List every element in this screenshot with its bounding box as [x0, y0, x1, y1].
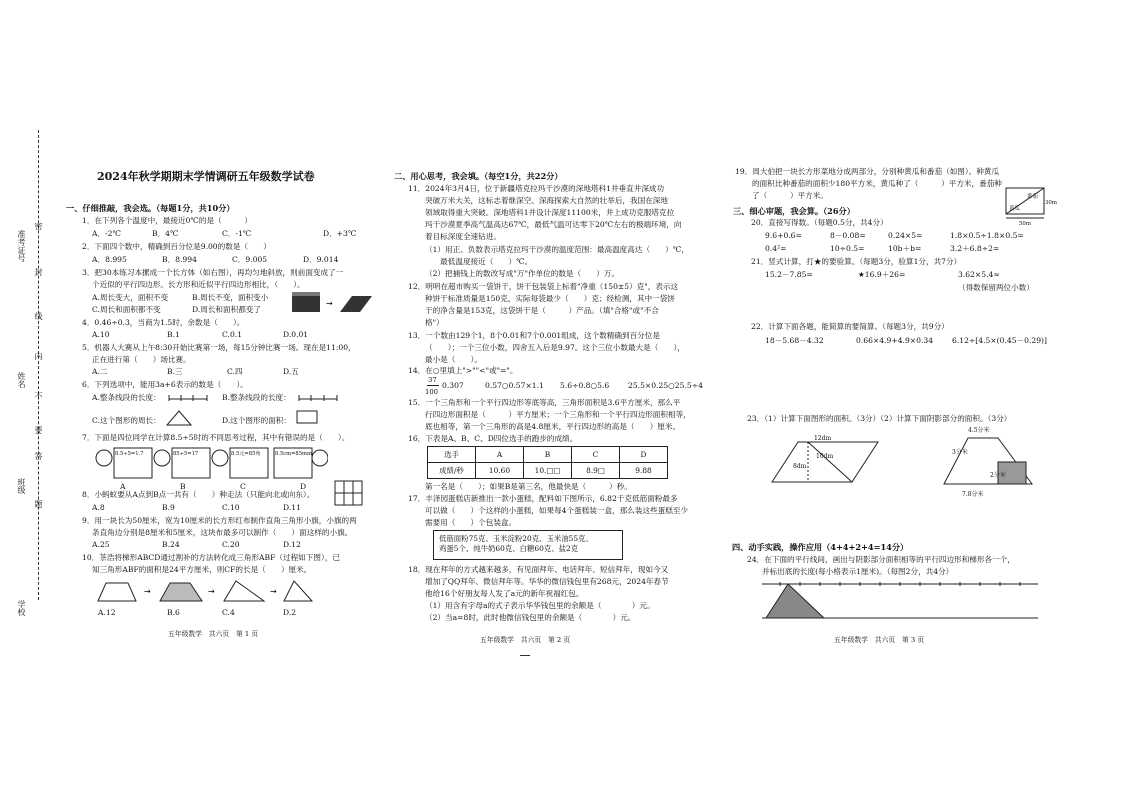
q20-r1-c1: 9.6+0.6=: [765, 231, 802, 240]
q5-stem-1: 5．机器人大赛从上午8:30开始比赛第一场，每15分钟比赛一场。现在是11:00，: [82, 343, 356, 352]
q1-stem: 1．在下列各个温度中，最接近0℃的是（ ）: [82, 216, 253, 225]
q17-line: 需要用（ ）个包装盒。: [425, 518, 517, 527]
q7-label-a: A: [120, 482, 126, 491]
q3-opt-b: B.周长不变，面积变小: [192, 293, 269, 302]
q10-stem-2: 知三角形ABF的面积是24平方厘米，则CF的长是（ ）厘米。: [92, 565, 312, 574]
q19-fig-tomato: 番茄: [1027, 194, 1038, 200]
q5-opt-d: D.五: [283, 367, 299, 376]
q20-r1-c3: 0.24×5=: [888, 231, 923, 240]
svg-text:→: →: [208, 587, 215, 596]
q5-opt-b: B.三: [167, 367, 183, 376]
q23-fig1-side: 10dm: [816, 453, 834, 460]
q23-fig1-top: 12dm: [814, 435, 832, 442]
q11-line: 玛干沙漠夏季高气温高达67℃，最低气温可达零下20℃左右的极端环境，向: [425, 220, 682, 229]
q23-fig2-bottom: 7.8分米: [962, 491, 984, 498]
field-exam-number: 准考证号: [17, 230, 26, 262]
q1-opt-c: C．-1℃: [222, 229, 252, 238]
q4-opt-a: A.10: [92, 330, 110, 339]
table-cell: 成绩/秒: [428, 463, 476, 479]
q18-line: 他给16个好朋友每人发了a元的新年祝福红包。: [425, 589, 584, 598]
q3-opt-a: A.周长变大，面积不变: [92, 293, 169, 302]
q7-calc-d: 8.5cm=85mm: [275, 451, 312, 457]
q12-line: 12．明明在超市购买一袋饼干，饼干包装袋上标着"净重（150±5）克"，表示这: [408, 282, 679, 291]
q20-r2-c2: 10÷0.5=: [830, 244, 865, 253]
q21-item-3: 3.62×5.4≈: [958, 270, 1000, 279]
q5-stem-2: 正在进行第（ ）场比赛。: [92, 355, 191, 364]
q7-stem: 7．下面是四位同学在计算8.5÷5时的不同思考过程，其中有错误的是（ ）。: [82, 433, 350, 442]
q21-item-2: ★16.9＋26=: [858, 270, 906, 279]
q12-line: 种饼干标准质量是150克，实际每袋最少（ ）克；经检测，其中一袋饼: [425, 294, 675, 303]
q2-opt-c: C．9.005: [232, 255, 268, 264]
q6-segment-b-figure: [298, 390, 338, 402]
q6-opt-c: C.这个图形的周长：: [92, 416, 161, 425]
q19-fig-height: 30m: [1045, 200, 1057, 206]
q11-line: 突破万米大关，这标志着继深空、深海探索大自然的壮举后，我国在深地: [425, 196, 668, 205]
q4-opt-c: C.0.1: [222, 330, 243, 339]
q3-opt-c: C.周长和面积都不变: [92, 305, 161, 314]
q3-stem-2: 个近似的平行四边形。长方形和近似平行四边形相比，（ ）。: [92, 280, 305, 289]
svg-text:→: →: [144, 587, 151, 596]
q4-opt-b: B.1: [167, 330, 180, 339]
q19-line: 的面积比种番茄的面积少180平方米，黄瓜种了（ ）平方米，番茄种: [752, 179, 1002, 188]
exam-title: 2024年秋学期期末学情调研五年级数学试卷: [97, 170, 315, 183]
q11-sub1-cont: 最低温度接近（ ）℃。: [425, 257, 533, 266]
q14-fraction-numerator: 37: [428, 376, 437, 384]
q6-opt-d: D.这个图形的面积：: [222, 416, 291, 425]
q18-line: 18．现在拜年的方式越来越多，有见面拜年、电话拜年、短信拜年，现如今又: [408, 565, 669, 574]
q14-item-2: 0.57○0.57×1.1: [485, 381, 544, 390]
q20-r2-c4: 3.2＋6.8÷2=: [950, 244, 1000, 253]
field-class: 班级: [17, 478, 26, 494]
q14-stem: 14．在○里填上">""<"或"="。: [408, 366, 518, 375]
q15-line: 行四边形面积是（ ）平方厘米；一个三角形和一个平行四边形面积相等，: [425, 410, 691, 419]
binding-word: 封: [34, 268, 43, 276]
q11-line: 11．2024年3月4日，位于新疆塔克拉玛干沙漠的深地塔科1井垂直井深成功: [408, 184, 665, 193]
section-2-title: 二、用心思考，我会填。（每空1分，共22分）: [394, 171, 563, 181]
page-1-footer: 五年级数学 共六页 第 1 页: [168, 630, 259, 638]
q23-fig2-left: 3分米: [952, 449, 968, 456]
q4-opt-d: D.0.01: [283, 330, 309, 339]
binding-word: 不: [34, 392, 43, 400]
q23-fig2-top: 4.5分米: [968, 427, 990, 434]
page-2-footer: 五年级数学 共六页 第 2 页: [480, 636, 571, 644]
table-cell: 8.9□: [572, 463, 620, 479]
q14-item-3: 5.6÷0.8○5.6: [560, 381, 610, 390]
q6-opt-a: A.整条线段的长度：: [92, 393, 161, 402]
q8-opt-a: A.8: [92, 503, 105, 512]
q10-opt-c: C.4: [222, 608, 235, 617]
q20-r1-c4: 1.8×0.5÷1.8×0.5=: [950, 231, 1024, 240]
q5-opt-a: A.二: [92, 367, 108, 376]
q23-stem: 23．（1）计算下面图形的面积。（3分）（2）计算下面阴影部分的面积。（3分）: [747, 414, 1012, 423]
q9-opt-a: A.25: [92, 540, 110, 549]
q10-trapezoid-figure: [94, 577, 316, 605]
q12-line: 干的净含量是153克，这袋饼干是（ ）产品。（填"合格"或"不合: [425, 306, 659, 315]
q10-stem-1: 10．茶浩将梯形ABCD通过割补的方法转化成三角形ABF（过程如下图），已: [82, 553, 340, 562]
q19-fig-width: 50m: [1019, 221, 1031, 227]
q23-shaded-figure: [940, 432, 1035, 490]
q20-r2-c3: 10b＋b=: [888, 244, 922, 253]
q11-line: 领域取得重大突破。深地塔科1井设计深度11100米，井上成功克服塔克拉: [425, 208, 675, 217]
q22-item-2: 0.66×4.9+4.9×0.34: [856, 336, 934, 345]
q13-line: 13．一个数由129个1，8个0.01和7个0.001组成，这个数精确到百分位是: [408, 331, 660, 340]
q10-opt-a: A.12: [98, 608, 116, 617]
q1-opt-b: B．4℃: [152, 229, 179, 238]
q18-line: 增加了QQ拜年、微信拜年等。华华的微信钱包里有268元，2024年春节: [425, 577, 669, 586]
q22-item-3: 6.12÷[4.5×(0.45－0.29)]: [952, 336, 1047, 345]
q7-label-b: B: [180, 482, 186, 491]
table-header-cell: D: [620, 447, 668, 463]
q17-line: 可以做（ ）个这样的小蛋糕，如果每4个蛋糕装一盒，那么装这些蛋糕至少: [425, 506, 689, 515]
q19-line: 了（ ）平方米。: [752, 191, 828, 200]
q6-triangle-figure: [166, 410, 192, 426]
q11-sub2: （2）把捕钱上的数改写成"万"作单位的数是（ ）万。: [425, 269, 620, 278]
q16-score-table: [427, 446, 668, 479]
q23-fig1-height: 8dm: [793, 463, 807, 470]
q24-stem-2: 并标出底的长度(每小格表示1厘米)。（每图2分，共4分）: [762, 567, 954, 576]
q21-note: （得数保留两位小数）: [958, 283, 1034, 292]
q7-calc-b: 85÷5=17: [173, 451, 199, 457]
q8-opt-d: D.11: [283, 503, 301, 512]
q4-stem: 4．0.46÷0.3，当商为1.5时，余数是（ ）。: [82, 318, 245, 327]
q10-opt-d: D.2: [283, 608, 297, 617]
q21-stem: 21．竖式计算，打★的要验算。（每题3分，验算1分，共7分）: [751, 257, 962, 266]
q1-opt-a: A．-2℃: [92, 229, 121, 238]
q2-opt-b: B．8.994: [162, 255, 197, 264]
section-1-title: 一、仔细推敲，我会选。（每题1分，共10分）: [66, 203, 235, 213]
recipe-line: 低筋面粉75克、玉米淀粉20克、玉米油55克、: [439, 534, 593, 543]
q16-stem: 16．下表是A、B、C、D四位选手的跑步的成绩。: [408, 434, 578, 443]
q18-sub2: （2）当a=8时，此时他微信钱包里的余额是（ ）元。: [425, 613, 636, 622]
q20-r1-c2: 8－0.08=: [830, 231, 866, 240]
q9-stem-1: 9．用一块长为50厘米，宽为10厘米的长方形红布制作直角三角形小旗，小旗的两: [82, 516, 357, 525]
q3-stem-1: 3．把30本练习本摞成一个长方体（如右图），再均匀地斜放，则前面变成了一: [82, 268, 344, 277]
q14-fraction-denominator: 100: [425, 388, 438, 396]
q15-line: 15．一个三角形和一个平行四边形等底等高，三角形面积是3.6平方厘米，那么平: [408, 398, 681, 407]
q9-opt-b: B.24: [162, 540, 180, 549]
table-cell: 9.88: [620, 463, 668, 479]
q6-stem: 6．下列选项中，能用3a+6表示的数是（ ）。: [82, 380, 248, 389]
binding-word: 答: [34, 452, 43, 460]
table-header-cell: B: [524, 447, 572, 463]
recipe-line: 鸡蛋5个、纯牛奶60克、白糖60克、盐2克: [439, 544, 579, 553]
table-header-cell: 选手: [428, 447, 476, 463]
q14-fraction-bar: [427, 385, 439, 386]
q6-segment-a-figure: [168, 390, 208, 402]
binding-word: 要: [34, 426, 43, 434]
q13-line: （ ）；一个三位小数，四舍五入后是9.97。这个三位小数最大是（ ），: [425, 343, 685, 352]
q1-opt-d: D．+3℃: [323, 229, 357, 238]
book-stack-figure: [290, 288, 374, 316]
q7-label-d: D: [300, 482, 307, 491]
q24-stem-1: 24．在下面的平行线间，画出与阴影部分面积相等的平行四边形和梯形各一个，: [747, 555, 1015, 564]
q6-opt-b: B.整条线段的长度：: [222, 393, 291, 402]
field-school: 学校: [17, 600, 26, 616]
q13-line: 最小是（ ）。: [425, 355, 482, 364]
q9-opt-c: C.20: [222, 540, 240, 549]
table-header-cell: C: [572, 447, 620, 463]
q15-line: 底也相等，第一个三角形的高是4.8厘米，平行四边形的高是（ ）厘米。: [425, 422, 681, 431]
binding-word: 内: [34, 352, 43, 360]
q20-r2-c1: 0.4²=: [765, 244, 787, 253]
table-header-cell: A: [476, 447, 524, 463]
q9-stem-2: 条直角边分别是8厘米和5厘米，这块布最多可以制作（ ）面这样的小旗。: [92, 528, 353, 537]
binding-word: 密: [34, 222, 43, 230]
page-mark: [520, 655, 530, 656]
q23-fig2-square: 2分米: [990, 472, 1006, 479]
q14-item-1: 0.307: [442, 381, 464, 390]
q3-opt-d: D.周长和面积都变了: [192, 305, 261, 314]
q24-parallel-lines-figure: [760, 580, 1040, 622]
q22-stem: 22．计算下面各题，能简算的要简算。（每题3分，共9分）: [751, 322, 949, 331]
binding-word: 线: [34, 312, 43, 320]
table-cell: 10.60: [476, 463, 524, 479]
q22-item-1: 18－5.68－4.32: [765, 336, 824, 345]
binding-dashed-line: [38, 130, 39, 600]
q8-stem: 8．小蚂蚁要从A点到B点一共有（ ）种走法（只能向北或向东）。: [82, 490, 315, 499]
q8-opt-b: B.9: [162, 503, 175, 512]
q11-line: 着目标深度全速钻进。: [425, 232, 501, 241]
q9-opt-d: D.12: [283, 540, 301, 549]
q11-sub1: （1）用正、负数表示塔克拉玛干沙漠的温度范围：最高温度高达（ ）℃，: [425, 245, 689, 254]
field-name: 姓名: [17, 372, 26, 388]
q16-tail: 第一名是（ ）；如果B是第三名，他最快是（ ）秒。: [425, 482, 632, 491]
q5-opt-c: C.四: [227, 367, 243, 376]
section-3-title: 三、细心审题，我会算。（26分）: [733, 206, 855, 216]
binding-word: 题: [34, 500, 43, 508]
svg-text:→: →: [326, 299, 333, 308]
q7-calc-a: 8.5÷5=1.7: [115, 451, 144, 457]
q12-line: 格"）: [425, 318, 444, 327]
q7-calc-c: 8.5元=85角: [231, 451, 261, 457]
q17-recipe-box: [433, 530, 623, 560]
q2-opt-d: D．9.014: [303, 255, 339, 264]
q8-grid-figure: [334, 480, 364, 508]
q8-opt-c: C.10: [222, 503, 240, 512]
q10-opt-b: B.6: [167, 608, 180, 617]
section-4-title: 四、动手实践，操作应用（4+4+2+4=14分）: [732, 542, 909, 552]
svg-text:→: →: [270, 587, 277, 596]
q20-stem: 20．直接写得数。（每题0.5分，共4分）: [751, 218, 888, 227]
q18-sub1: （1）用含有字母a的式子表示华华钱包里的余额是（ ）元。: [425, 601, 655, 610]
q14-item-4: 25.5×0.25○25.5÷4: [628, 381, 703, 390]
q19-fig-cucumber: 黄瓜: [1009, 206, 1020, 212]
q6-rect-figure: [296, 410, 318, 424]
q2-stem: 2．下面四个数中，精确到百分位是9.00的数是（ ）: [82, 242, 271, 251]
q17-line: 17．丰泽园蛋糕店新推出一款小蛋糕，配料如下图所示，6.82千克低筋面粉最多: [408, 494, 678, 503]
q21-item-1: 15.2－7.85=: [765, 270, 813, 279]
q7-label-c: C: [240, 482, 246, 491]
page-3-footer: 五年级数学 共六页 第 3 页: [834, 636, 925, 644]
q2-opt-a: A．8.995: [92, 255, 127, 264]
q19-line: 19．周大伯把一块长方形菜地分成两部分，分别种黄瓜和番茄（如图）。种黄瓜: [735, 167, 1000, 176]
table-cell: 10.□□: [524, 463, 572, 479]
